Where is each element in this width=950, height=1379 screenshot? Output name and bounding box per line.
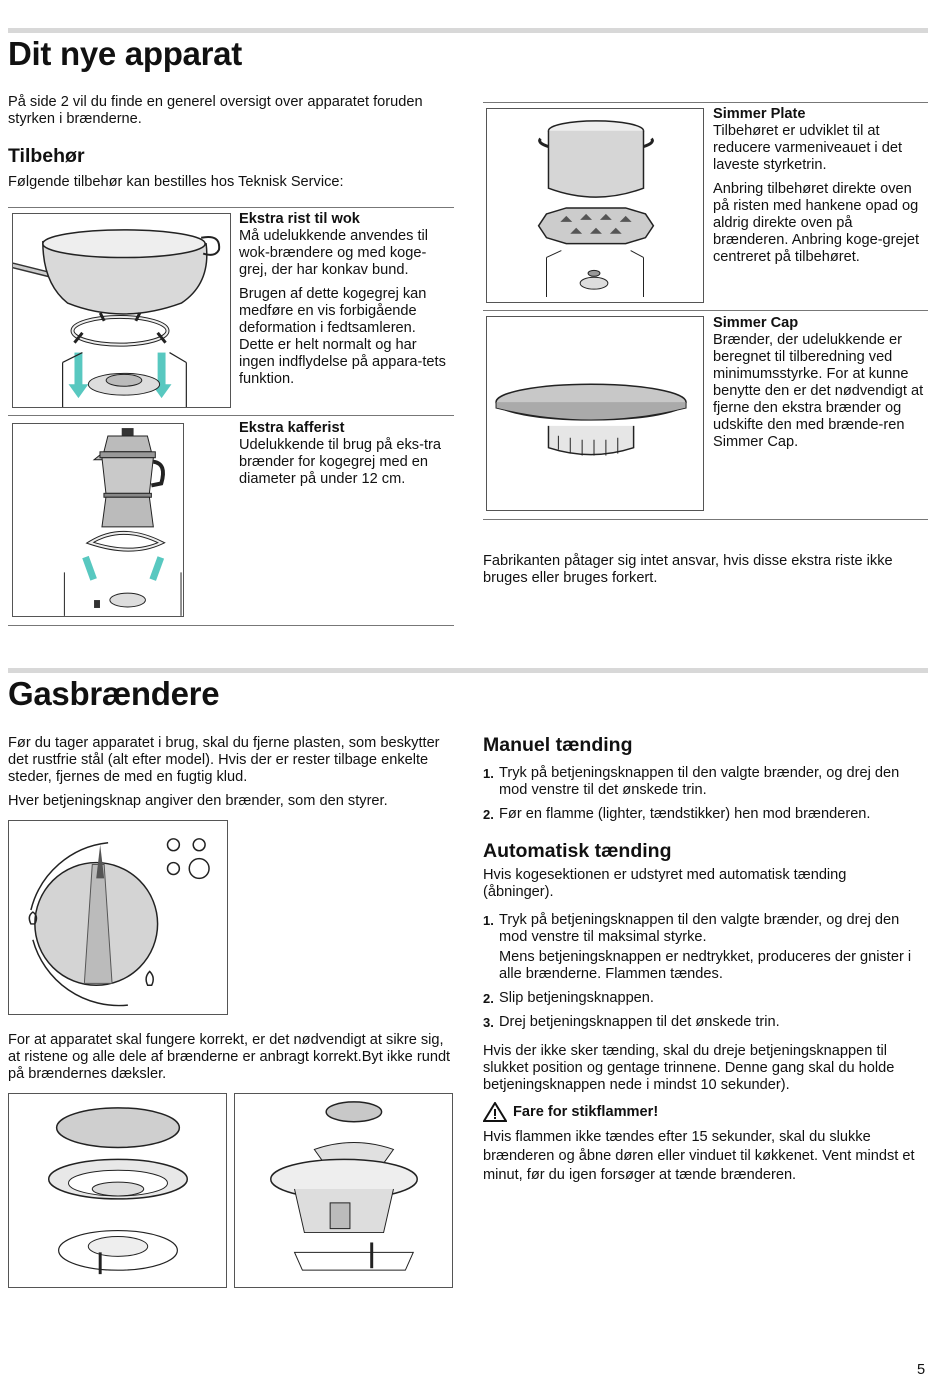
simmer-cap-p1: Brænder, der udelukkende er beregnet til tilberedning ved minimumsstyrke. For at kunne benytte den er det nødvendigt at fjerne den ekstra brænder og udskifte den med brænde-ren Simmer Cap. — [713, 332, 924, 450]
simmer-plate-p1: Tilbehøret er udviklet til at reducere varmeniveauet i det laveste styrketrin. — [713, 123, 903, 173]
accessories-intro: Følgende tilbehør kan bestilles hos Teknisk Service: — [8, 174, 344, 190]
simmer-plate-text — [713, 106, 927, 266]
warning-triangle-icon — [483, 1102, 507, 1122]
burners-title: Gasbrændere — [8, 675, 220, 712]
manual-step-2: 2. Før en flamme (lighter, tændstikker) hen mod brænderen. — [483, 806, 871, 822]
retry-text: Hvis der ikke sker tænding, skal du dreje betjeningsknappen til slukket position og gentage trinnene. Denne gang skal du holde betjeningsknappen nede i mindst 10 sekunder). — [483, 1043, 895, 1093]
burner-assembly-illustration — [8, 1093, 227, 1288]
page-number: 5 — [917, 1362, 926, 1378]
control-knob-illustration — [8, 820, 228, 1015]
section-divider-bar — [8, 668, 928, 673]
simmer-plate-illustration — [486, 108, 704, 303]
burners-left-column — [8, 735, 453, 810]
manual-heading: Manuel tænding — [483, 734, 633, 756]
manual-step-1: 1. Tryk på betjeningsknappen til den valgte brænder, og drej den mod venstre til det ønskede trin. — [483, 765, 900, 798]
accessories-heading: Tilbehør — [8, 145, 85, 167]
wok-p1: Må udelukkende anvendes til wok-brændere og med koge-grej, der har konkav bund. — [239, 228, 429, 278]
wok-p2: Brugen af dette kogegrej kan medføre en vis forbigående deformation i fedtsamleren. Dette er helt normalt og har ingen indflydelse på appara-tets funktion. — [239, 286, 446, 387]
simmer-plate-top-rule — [483, 102, 928, 103]
simmer-plate-title: Simmer Plate — [713, 106, 806, 122]
coffee-title: Ekstra kafferist — [239, 420, 345, 436]
coffee-top-rule — [8, 415, 454, 416]
warning-text: Hvis flammen ikke tændes efter 15 sekunder, skal du slukke brænderen og åbne døren eller vinduet til køkkenet. Vent mindst et minut, før du igen forsøger at tænde brænderen. — [483, 1129, 915, 1183]
automatic-step-2: 2. Slip betjeningsknappen. — [483, 990, 654, 1006]
warning-title: Fare for stikflammer! — [513, 1103, 659, 1120]
wok-illustration — [12, 213, 231, 408]
simmer-cap-bottom-rule — [483, 519, 928, 520]
automatic-step-3: 3. Drej betjeningsknappen til det ønskede trin. — [483, 1014, 780, 1030]
simmer-cap-illustration — [486, 316, 704, 511]
warning-heading-row — [483, 1102, 658, 1122]
disclaimer-text: Fabrikanten påtager sig intet ansvar, hvis disse ekstra riste ikke bruges eller bruges forkert. — [483, 553, 893, 586]
automatic-heading: Automatisk tænding — [483, 840, 672, 862]
burners-p1: Før du tager apparatet i brug, skal du fjerne plasten, som beskytter det rustfrie stål (alt efter model). Hvis der er rester tilbage enkelte steder, fjernes de med en fugtig klud. — [8, 735, 440, 785]
wok-top-rule — [8, 207, 454, 208]
automatic-intro: Hvis kogesektionen er udstyret med automatisk tænding (åbninger). — [483, 867, 847, 900]
page-title: Dit nye apparat — [8, 35, 242, 72]
top-divider-bar — [8, 28, 928, 33]
automatic-step-1: 1. Tryk på betjeningsknappen til den valgte brænder, og drej den mod venstre til maksimal styrke. Mens betjeningsknappen er nedtrykket, produceres der gnister i alle brænderne. Flammen tændes. — [483, 912, 928, 983]
automatic-steps — [483, 912, 928, 1038]
simmer-cap-title: Simmer Cap — [713, 315, 799, 331]
simmer-plate-p2: Anbring tilbehøret direkte oven på risten med hankene opad og aldrig direkte oven på brænderen. Anbring koge-grejet centreret på tilbehøret. — [713, 181, 920, 265]
wok-title: Ekstra rist til wok — [239, 211, 360, 227]
coffee-text — [239, 420, 451, 488]
wok-text — [239, 211, 451, 388]
burners-p2: Hver betjeningsknap angiver den brænder, som den styrer. — [8, 793, 388, 809]
simmer-cap-top-rule — [483, 310, 928, 311]
coffee-p1: Udelukkende til brug på eks-tra brænder for kogegrej med en diameter på under 12 cm. — [239, 437, 441, 487]
burner-exploded-illustration — [234, 1093, 453, 1288]
automatic-step-1-sub: Mens betjeningsknappen er nedtrykket, produceres der gnister i alle brænderne. Flammen tændes. — [499, 949, 912, 982]
burners-p3: For at apparatet skal fungere korrekt, er det nødvendigt at sikre sig, at ristene og alle dele af brænderne er anbragt korrekt.Byt ikke rundt på brændernes dæksler. — [8, 1032, 451, 1082]
coffee-bottom-rule — [8, 625, 454, 626]
intro-text: På side 2 vil du finde en generel oversigt over apparatet foruden styrken i brænderne. — [8, 94, 423, 127]
simmer-cap-text — [713, 315, 927, 451]
coffee-illustration — [12, 423, 184, 617]
manual-steps — [483, 765, 928, 830]
